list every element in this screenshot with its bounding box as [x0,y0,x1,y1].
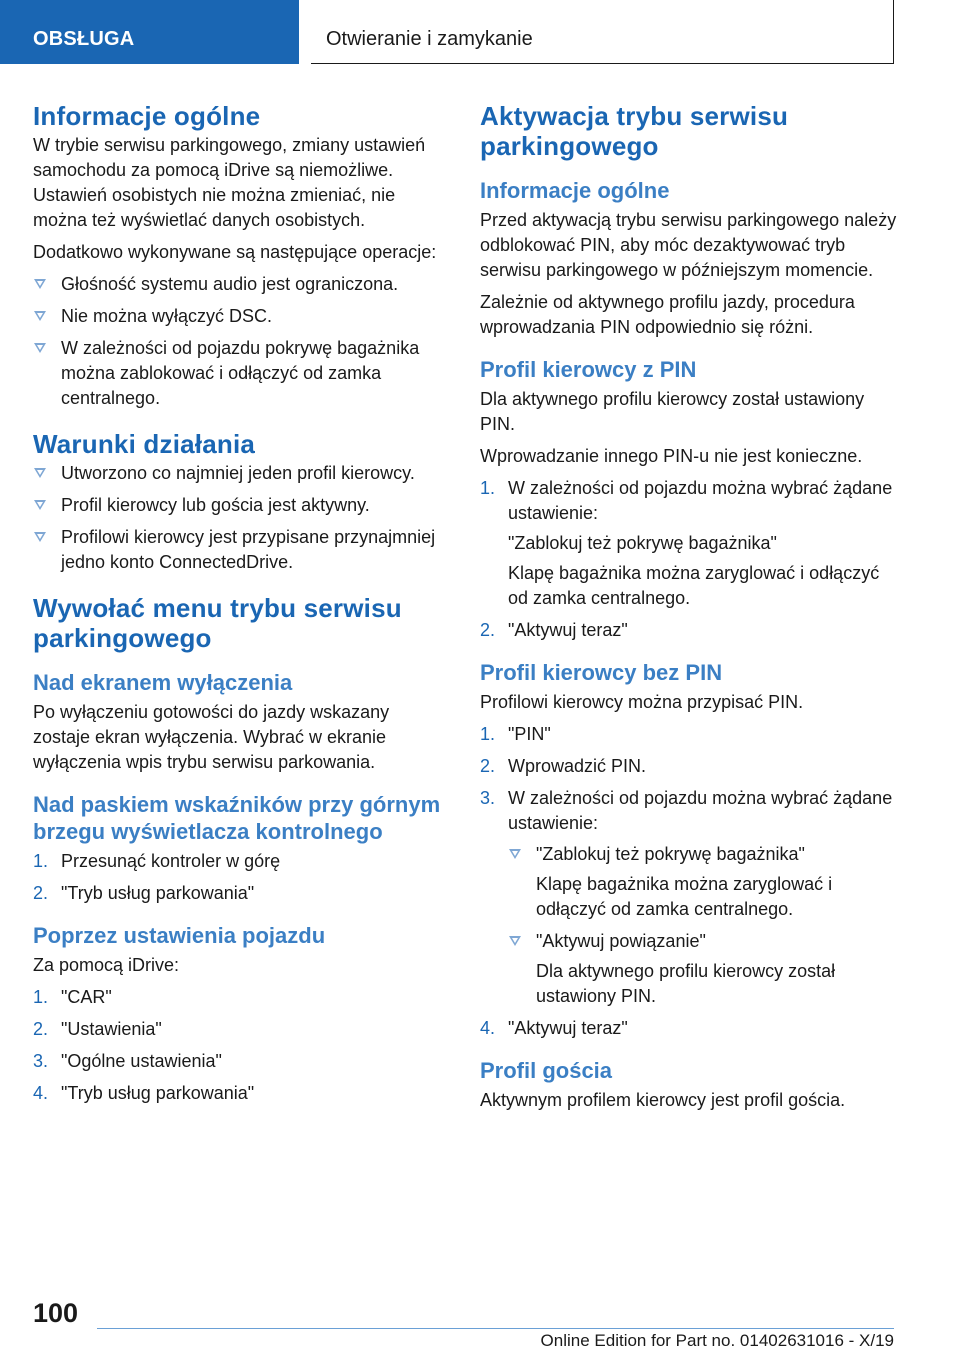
bullet-triangle-icon [34,343,46,353]
no-pin-steps [480,722,900,1041]
list-item: Nie można wyłączyć DSC. [33,304,451,329]
paragraph-pin-1: Dla aktywnego profilu kierowcy został ustawiony PIN. [480,389,865,434]
bullet-triangle-icon [509,849,521,859]
list-item: 1. "PIN" [480,722,900,747]
heading-status-bar: Nad paskiem wskaźników przy górnym brzegu wyświetlacza kontrolnego [33,792,441,844]
paragraph-pin-2: Wprowadzanie innego PIN-u nie jest konieczne. [480,446,863,466]
left-column [33,101,451,1113]
paragraph-info-2: Zależnie od aktywnego profilu jazdy, procedura wprowadzania PIN odpowiednio się różni. [480,292,855,337]
heading-info: Informacje ogólne [480,178,670,203]
heading-profile-without-pin: Profil kierowcy bez PIN [480,660,723,685]
list-item: 3. "Ogólne ustawienia" [33,1049,451,1074]
list-item: "Zablokuj też pokrywę bagażnika" Klapę bagażnika można zaryglować i odłączyć od zamka centralnego. [508,842,900,922]
info-list [33,272,451,411]
list-item: Utworzono co najmniej jeden profil kierowcy. [33,461,451,486]
step-number: 2. [480,620,496,640]
bullet-triangle-icon [34,532,46,542]
step-number: 4. [33,1083,49,1103]
list-item: W zależności od pojazdu pokrywę bagażnika można zablokować i odłączyć od zamka centralnego. [33,336,451,411]
step-number: 4. [480,1018,496,1038]
paragraph-vehicle: Za pomocą iDrive: [33,955,180,975]
option-description: Klapę bagażnika można zaryglować i odłączyć od zamka centralnego. [536,874,833,919]
conditions-list [33,461,451,575]
step-number: 2. [33,1019,49,1039]
step-option: "Zablokuj też pokrywę bagażnika" [508,533,777,553]
header-chapter-tab [311,0,894,64]
list-item: 2. "Tryb usług parkowania" [33,881,451,906]
heading-activate: Aktywacja trybu serwisu parkingowego [480,101,789,161]
step-number: 1. [33,851,49,871]
header-section-label: OBSŁUGA [33,28,135,50]
right-column [480,101,900,1120]
paragraph-info-1: W trybie serwisu parkingowego, zmiany ustawień samochodu za pomocą iDrive są niemożliwe. Ustawień osobistych nie można zmieniać, nie można też wyświetlać danych osobistych. [33,135,426,230]
list-item: 2. Wprowadzić PIN. [480,754,900,779]
list-item: 2. "Aktywuj teraz" [480,618,900,643]
heading-conditions: Warunki działania [33,429,256,459]
bullet-triangle-icon [34,468,46,478]
paragraph-guest: Aktywnym profilem kierowcy jest profil gościa. [480,1090,846,1110]
list-item: 2. "Ustawienia" [33,1017,451,1042]
bullet-triangle-icon [34,279,46,289]
heading-vehicle-settings: Poprzez ustawienia pojazdu [33,923,326,948]
heading-guest-profile: Profil gościa [480,1058,613,1083]
pin-steps [480,476,900,643]
list-item: Profilowi kierowcy jest przypisane przynajmniej jedno konto ConnectedDrive. [33,525,451,575]
list-item: Profil kierowcy lub gościa jest aktywny. [33,493,451,518]
page-number: 100 [33,1298,79,1328]
footer-edition: Online Edition for Part no. 01402631016 - X/19 [540,1331,894,1350]
list-item: 1. Przesunąć kontroler w górę [33,849,451,874]
heading-profile-with-pin: Profil kierowcy z PIN [480,357,697,382]
list-item: 3. W zależności od pojazdu można wybrać żądane ustawienie: "Zablokuj też pokrywę bagażnika" Klapę bagażnika można zaryglować i odłączyć od zamka centralnego. "Aktywuj powiązanie" Dla aktywnego profilu kierowcy został ustawiony PIN. [480,786,900,1009]
heading-info: Informacje ogólne [33,101,261,131]
step-option-description: Klapę bagażnika można zaryglować i odłączyć od zamka centralnego. [508,563,880,608]
bullet-triangle-icon [34,500,46,510]
header-chapter-label: Otwieranie i zamykanie [326,28,533,50]
list-item: 1. W zależności od pojazdu można wybrać żądane ustawienie: "Zablokuj też pokrywę bagażnika" Klapę bagażnika można zaryglować i odłączyć od zamka centralnego. [480,476,900,611]
step-number: 1. [33,987,49,1007]
list-item: 4. "Tryb usług parkowania" [33,1081,451,1106]
step-number: 1. [480,478,496,498]
list-item: "Aktywuj powiązanie" Dla aktywnego profilu kierowcy został ustawiony PIN. [508,929,900,1009]
header-section-tab [0,0,299,64]
no-pin-options [508,842,900,1009]
paragraph-no-pin: Profilowi kierowcy można przypisać PIN. [480,692,804,712]
footer-divider [97,1328,894,1329]
heading-shutdown-screen: Nad ekranem wyłączenia [33,670,293,695]
heading-call-menu: Wywołać menu trybu serwisu parkingowego [33,593,402,653]
paragraph-info-1: Przed aktywacją trybu serwisu parkingowego należy odblokować PIN, aby móc dezaktywować tryb serwisu parkingowego w późniejszym momencie. [480,210,897,280]
paragraph-info-2: Dodatkowo wykonywane są następujące operacje: [33,242,437,262]
step-number: 2. [33,883,49,903]
list-item: Głośność systemu audio jest ograniczona. [33,272,451,297]
vehicle-settings-steps [33,985,451,1106]
list-item: 1. "CAR" [33,985,451,1010]
step-number: 3. [480,788,496,808]
step-number: 1. [480,724,496,744]
option-description: Dla aktywnego profilu kierowcy został ustawiony PIN. [536,961,836,1006]
bullet-triangle-icon [34,311,46,321]
bullet-triangle-icon [509,936,521,946]
list-item: 4. "Aktywuj teraz" [480,1016,900,1041]
status-bar-steps [33,849,451,906]
step-number: 3. [33,1051,49,1071]
step-number: 2. [480,756,496,776]
paragraph-shutdown: Po wyłączeniu gotowości do jazdy wskazany zostaje ekran wyłączenia. Wybrać w ekranie wyłączenia wpis trybu serwisu parkowania. [33,702,390,772]
